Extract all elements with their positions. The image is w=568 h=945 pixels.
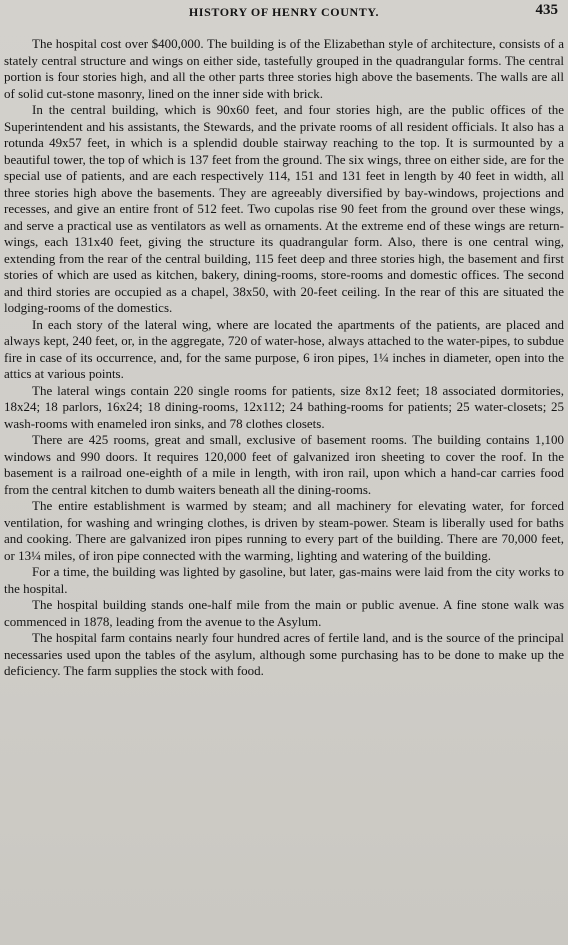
paragraph-water-hose: In each story of the lateral wing, where are located the apartments of the patients, are placed and always kept, 240 feet, or, in the aggregate, 720 of water-hose, always attached to the water-pipes, to subdue fire in case of its occurrence, and, for the same purpose, 6 iron pipes, 1¼ inches in diameter, open into the attics at various points. [4,316,564,381]
paragraph-lateral-wings: The lateral wings contain 220 single rooms for patients, size 8x12 feet; 18 associated dormitories, 18x24; 18 parlors, 16x24; 18 dining-rooms, 12x112; 24 bathing-rooms for patients; 25 water-closets; 25 wash-rooms with enameled iron sinks, and 78 clothes closets. [4,382,564,431]
page-number: 435 [535,2,558,18]
paragraph-lighting: For a time, the building was lighted by gasoline, but later, gas-mains were laid from the city works to the hospital. [4,564,564,596]
paragraph-stone-walk: The hospital building stands one-half mile from the main or public avenue. A fine stone walk was commenced in 1878, leading from the avenue to the Asylum. [4,597,564,629]
paragraph-central-building: In the central building, which is 90x60 feet, and four stories high, are the public offices of the Superintendent and his assistants, the Stewards, and the private rooms of all resident officials. It also has a rotunda 49x57 feet, in which is a splendid double stairway reaching to the top. It is surmounted by a beautiful tower, the top of which is 137 feet from the ground. The six wings, three on either side, are for the special use of patients, and are each respectively 114, 151 and 131 feet in length by 40 feet in width, all three stories high above the basements. They are agreeably diversified by bay-windows, projections and recesses, and give an entire front of 512 feet. Two cupolas rise 90 feet from the ground over these wings, and serve a practical use as ventilators as well as ornaments. At the extreme end of these wings are return-wings, each 131x40 feet, giving the structure its quadrangular form. Also, there is one central wing, extending from the rear of the central building, 115 feet deep and three stories high, the basement and first stories of which are used as kitchen, bakery, dining-rooms, store-rooms and domestic offices. The second and third stories are occupied as a chapel, 38x50, with 20-feet ceiling. In the rear of this are situated the lodging-rooms of the domestics. [4,102,564,315]
paragraph-cost-architecture: The hospital cost over $400,000. The building is of the Elizabethan style of architecture, consists of a stately central structure and wings on either side, tastefully grouped in the quadrangular forms. The central portion is four stories high, and all the other parts three stories high above the basements. The walls are all of solid cut-stone masonry, lined on the inner side with brick. [4,36,564,101]
paragraph-steam: The entire establishment is warmed by steam; and all machinery for elevating water, for forced ventilation, for washing and wringing clothes, is driven by steam-power. Steam is liberally used for baths and cooking. There are galvanized iron pipes running to every part of the building. There are 70,000 feet, or 13¼ miles, of iron pipe connected with the warming, lighting and watering of the building. [4,498,564,563]
page-header [4,2,564,24]
body-text [4,36,564,680]
paragraph-farm: The hospital farm contains nearly four hundred acres of fertile land, and is the source of the principal necessaries used upon the tables of the asylum, although some purchasing has to be done to make up the deficiency. The farm supplies the stock with food. [4,630,564,678]
running-head: HISTORY OF HENRY COUNTY. [188,5,380,19]
paragraph-rooms-windows: There are 425 rooms, great and small, exclusive of basement rooms. The building contains 1,100 windows and 990 doors. It requires 120,000 feet of galvanized iron sheeting to cover the roof. In the basement is a railroad one-eighth of a mile in length, with iron rail, upon which a hand-car carries food from the central kitchen to dumb waiters beneath all the dining-rooms. [4,432,564,497]
